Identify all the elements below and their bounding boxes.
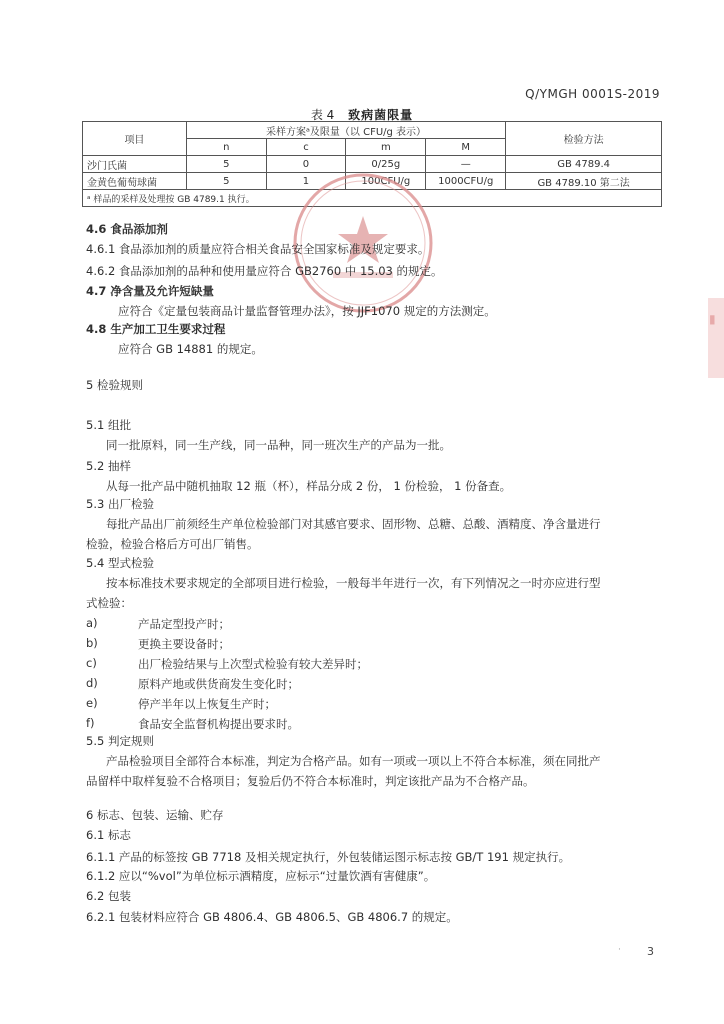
subheader-c: c bbox=[266, 139, 346, 156]
para-5-5-line1: 产品检验项目全部符合本标准，判定为合格产品。如有一项或一项以上不符合本标准，须在同批产 bbox=[106, 754, 601, 768]
list-item-text: 产品定型投产时； bbox=[138, 617, 230, 631]
heading-6-2: 6.2 包装 bbox=[86, 889, 131, 903]
footer-dot: · bbox=[618, 945, 621, 955]
list-item-key: f) bbox=[86, 716, 95, 730]
page-number: 3 bbox=[647, 945, 654, 958]
table-caption-title: 致病菌限量 bbox=[348, 108, 414, 122]
list-item-text: 原料产地或供货商发生变化时； bbox=[138, 677, 299, 691]
heading-6: 6 标志、包装、运输、贮存 bbox=[86, 808, 224, 822]
cell-M: — bbox=[426, 156, 506, 173]
para-6-2-1: 6.2.1 包装材料应符合 GB 4806.4、GB 4806.5、GB 4806.7 的规定。 bbox=[86, 910, 458, 924]
list-item-key: b) bbox=[86, 636, 98, 650]
para-4-8: 应符合 GB 14881 的规定。 bbox=[118, 342, 263, 356]
heading-5-3: 5.3 出厂检验 bbox=[86, 497, 154, 511]
list-item-text: 停产半年以上恢复生产时； bbox=[138, 697, 276, 711]
header-sampling: 采样方案ᵃ及限量（以 CFU/g 表示） bbox=[186, 122, 505, 139]
list-item-text: 出厂检验结果与上次型式检验有较大差异时； bbox=[138, 657, 368, 671]
subheader-m: m bbox=[346, 139, 426, 156]
standard-code: Q/YMGH 0001S-2019 bbox=[525, 87, 660, 101]
heading-5-5: 5.5 判定规则 bbox=[86, 734, 154, 748]
list-item-key: e) bbox=[86, 696, 98, 710]
para-5-4-line1: 按本标准技术要求规定的全部项目进行检验，一般每半年进行一次，有下列情况之一时亦应进行型 bbox=[106, 576, 601, 590]
list-item-text: 食品安全监督机构提出要求时。 bbox=[138, 717, 299, 731]
para-5-4-line2: 式检验： bbox=[86, 596, 132, 610]
para-4-6-2: 4.6.2 食品添加剂的品种和使用量应符合 GB2760 中 15.03 的规定。 bbox=[86, 264, 443, 278]
list-item-text: 更换主要设备时； bbox=[138, 637, 230, 651]
heading-5-2: 5.2 抽样 bbox=[86, 459, 131, 473]
heading-5-1: 5.1 组批 bbox=[86, 418, 131, 432]
cell-item: 沙门氏菌 bbox=[83, 156, 187, 173]
cell-c: 1 bbox=[266, 173, 346, 190]
heading-5-4: 5.4 型式检验 bbox=[86, 556, 154, 570]
edge-stamp-glyph: ▮ bbox=[709, 312, 716, 326]
cell-method: GB 4789.10 第二法 bbox=[506, 173, 662, 190]
para-4-7: 应符合《定量包装商品计量监督管理办法》，按 JJF1070 规定的方法测定。 bbox=[118, 304, 496, 318]
cell-n: 5 bbox=[186, 156, 266, 173]
list-item-key: c) bbox=[86, 656, 97, 670]
para-5-2: 从每一批产品中随机抽取 12 瓶（杯），样品分成 2 份， 1 份检验， 1 份备查。 bbox=[106, 479, 512, 493]
cell-method: GB 4789.4 bbox=[506, 156, 662, 173]
cell-n: 5 bbox=[186, 173, 266, 190]
subheader-M: M bbox=[426, 139, 506, 156]
header-method: 检验方法 bbox=[506, 122, 662, 156]
para-6-1-1: 6.1.1 产品的标签按 GB 7718 及相关规定执行，外包装储运图示标志按 GB/T 191 规定执行。 bbox=[86, 850, 571, 864]
para-5-1: 同一批原料，同一生产线，同一品种，同一班次生产的产品为一批。 bbox=[106, 438, 451, 452]
subheader-n: n bbox=[186, 139, 266, 156]
heading-4-8: 4.8 生产加工卫生要求过程 bbox=[86, 322, 226, 336]
edge-stamp-mark bbox=[708, 298, 724, 378]
para-4-6-1: 4.6.1 食品添加剂的质量应符合相关食品安全国家标准及规定要求。 bbox=[86, 242, 430, 256]
para-6-1-2: 6.1.2 应以“%vol”为单位标示酒精度，应标示“过量饮酒有害健康”。 bbox=[86, 869, 436, 883]
cell-m: 0/25g bbox=[346, 156, 426, 173]
para-5-3-line2: 检验，检验合格后方可出厂销售。 bbox=[86, 537, 259, 551]
para-5-3-line1: 每批产品出厂前须经生产单位检验部门对其感官要求、固形物、总糖、总酸、酒精度、净含量进行 bbox=[106, 517, 601, 531]
heading-4-7: 4.7 净含量及允许短缺量 bbox=[86, 284, 214, 298]
list-item-key: a) bbox=[86, 616, 98, 630]
heading-6-1: 6.1 标志 bbox=[86, 828, 131, 842]
table-caption-number: 表 4 bbox=[310, 108, 335, 122]
cell-m: 100CFU/g bbox=[346, 173, 426, 190]
table-header-row bbox=[83, 122, 662, 139]
cell-item: 金黄色葡萄球菌 bbox=[83, 173, 187, 190]
table-footnote: ᵃ 样品的采样及处理按 GB 4789.1 执行。 bbox=[83, 190, 662, 207]
para-5-5-line2: 品留样中取样复验不合格项目；复验后仍不符合本标准时，判定该批产品为不合格产品。 bbox=[86, 774, 535, 788]
header-item: 项目 bbox=[83, 122, 187, 156]
cell-c: 0 bbox=[266, 156, 346, 173]
cell-M: 1000CFU/g bbox=[426, 173, 506, 190]
heading-5: 5 检验规则 bbox=[86, 378, 143, 392]
heading-4-6: 4.6 食品添加剂 bbox=[86, 222, 168, 236]
list-item-key: d) bbox=[86, 676, 98, 690]
